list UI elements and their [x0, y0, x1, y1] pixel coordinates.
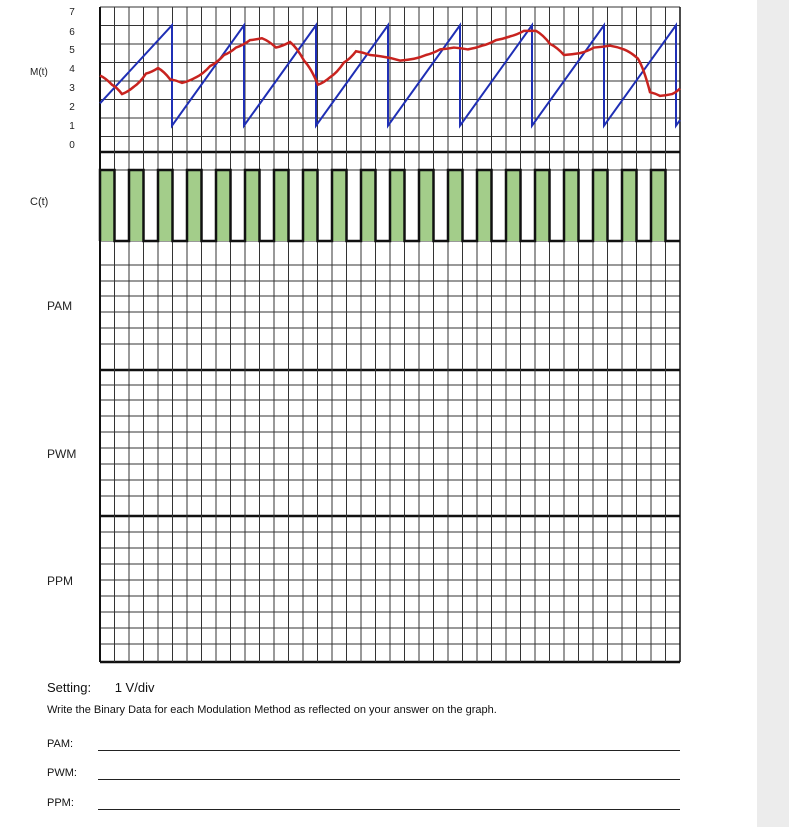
- pwm-answer-label: PWM:: [47, 767, 77, 779]
- setting-label: Setting:: [47, 680, 92, 695]
- y-tick-4: 4: [69, 64, 75, 75]
- carrier-pulse: [477, 170, 492, 241]
- y-tick-6: 6: [69, 27, 75, 38]
- pam-label: PAM: [47, 299, 73, 313]
- carrier-pulse: [187, 170, 202, 241]
- setting-line: [47, 680, 154, 695]
- carrier-pulse-train: [100, 170, 680, 241]
- carrier-outline: [100, 170, 680, 241]
- carrier-pulse: [129, 170, 144, 241]
- ppm-label: PPM: [47, 574, 74, 588]
- carrier-pulse: [332, 170, 347, 241]
- carrier-pulse: [651, 170, 666, 241]
- carrier-pulse: [593, 170, 608, 241]
- pwm-answer-line[interactable]: [98, 779, 680, 780]
- y-tick-3: 3: [69, 83, 75, 94]
- carrier-pulse: [303, 170, 318, 241]
- carrier-pulse: [390, 170, 405, 241]
- instruction-text: Write the Binary Data for each Modulation Method as reflected on your answer on the graph.: [47, 704, 497, 716]
- pam-answer-label: PAM:: [47, 738, 74, 750]
- carrier-pulse: [361, 170, 376, 241]
- ppm-answer-label: PPM:: [47, 797, 74, 809]
- y-tick-7: 7: [69, 7, 75, 18]
- y-tick-0: 0: [69, 140, 75, 151]
- y-tick-2: 2: [69, 102, 75, 113]
- y-tick-1: 1: [69, 121, 75, 132]
- carrier-pulse: [274, 170, 289, 241]
- message-axis-label: M(t): [30, 67, 48, 78]
- carrier-label: C(t): [30, 196, 49, 208]
- carrier-pulse: [535, 170, 550, 241]
- pam-answer-line[interactable]: [98, 750, 680, 751]
- carrier-pulse: [622, 170, 637, 241]
- carrier-pulse: [245, 170, 260, 241]
- carrier-pulse: [419, 170, 434, 241]
- carrier-pulse: [100, 170, 115, 241]
- carrier-pulse: [216, 170, 231, 241]
- y-tick-5: 5: [69, 45, 75, 56]
- setting-value: 1 V/div: [114, 680, 155, 695]
- carrier-pulse: [448, 170, 463, 241]
- carrier-pulse: [158, 170, 173, 241]
- ppm-answer-line[interactable]: [98, 809, 680, 810]
- carrier-pulse: [506, 170, 521, 241]
- carrier-pulse: [564, 170, 579, 241]
- pwm-label: PWM: [47, 447, 77, 461]
